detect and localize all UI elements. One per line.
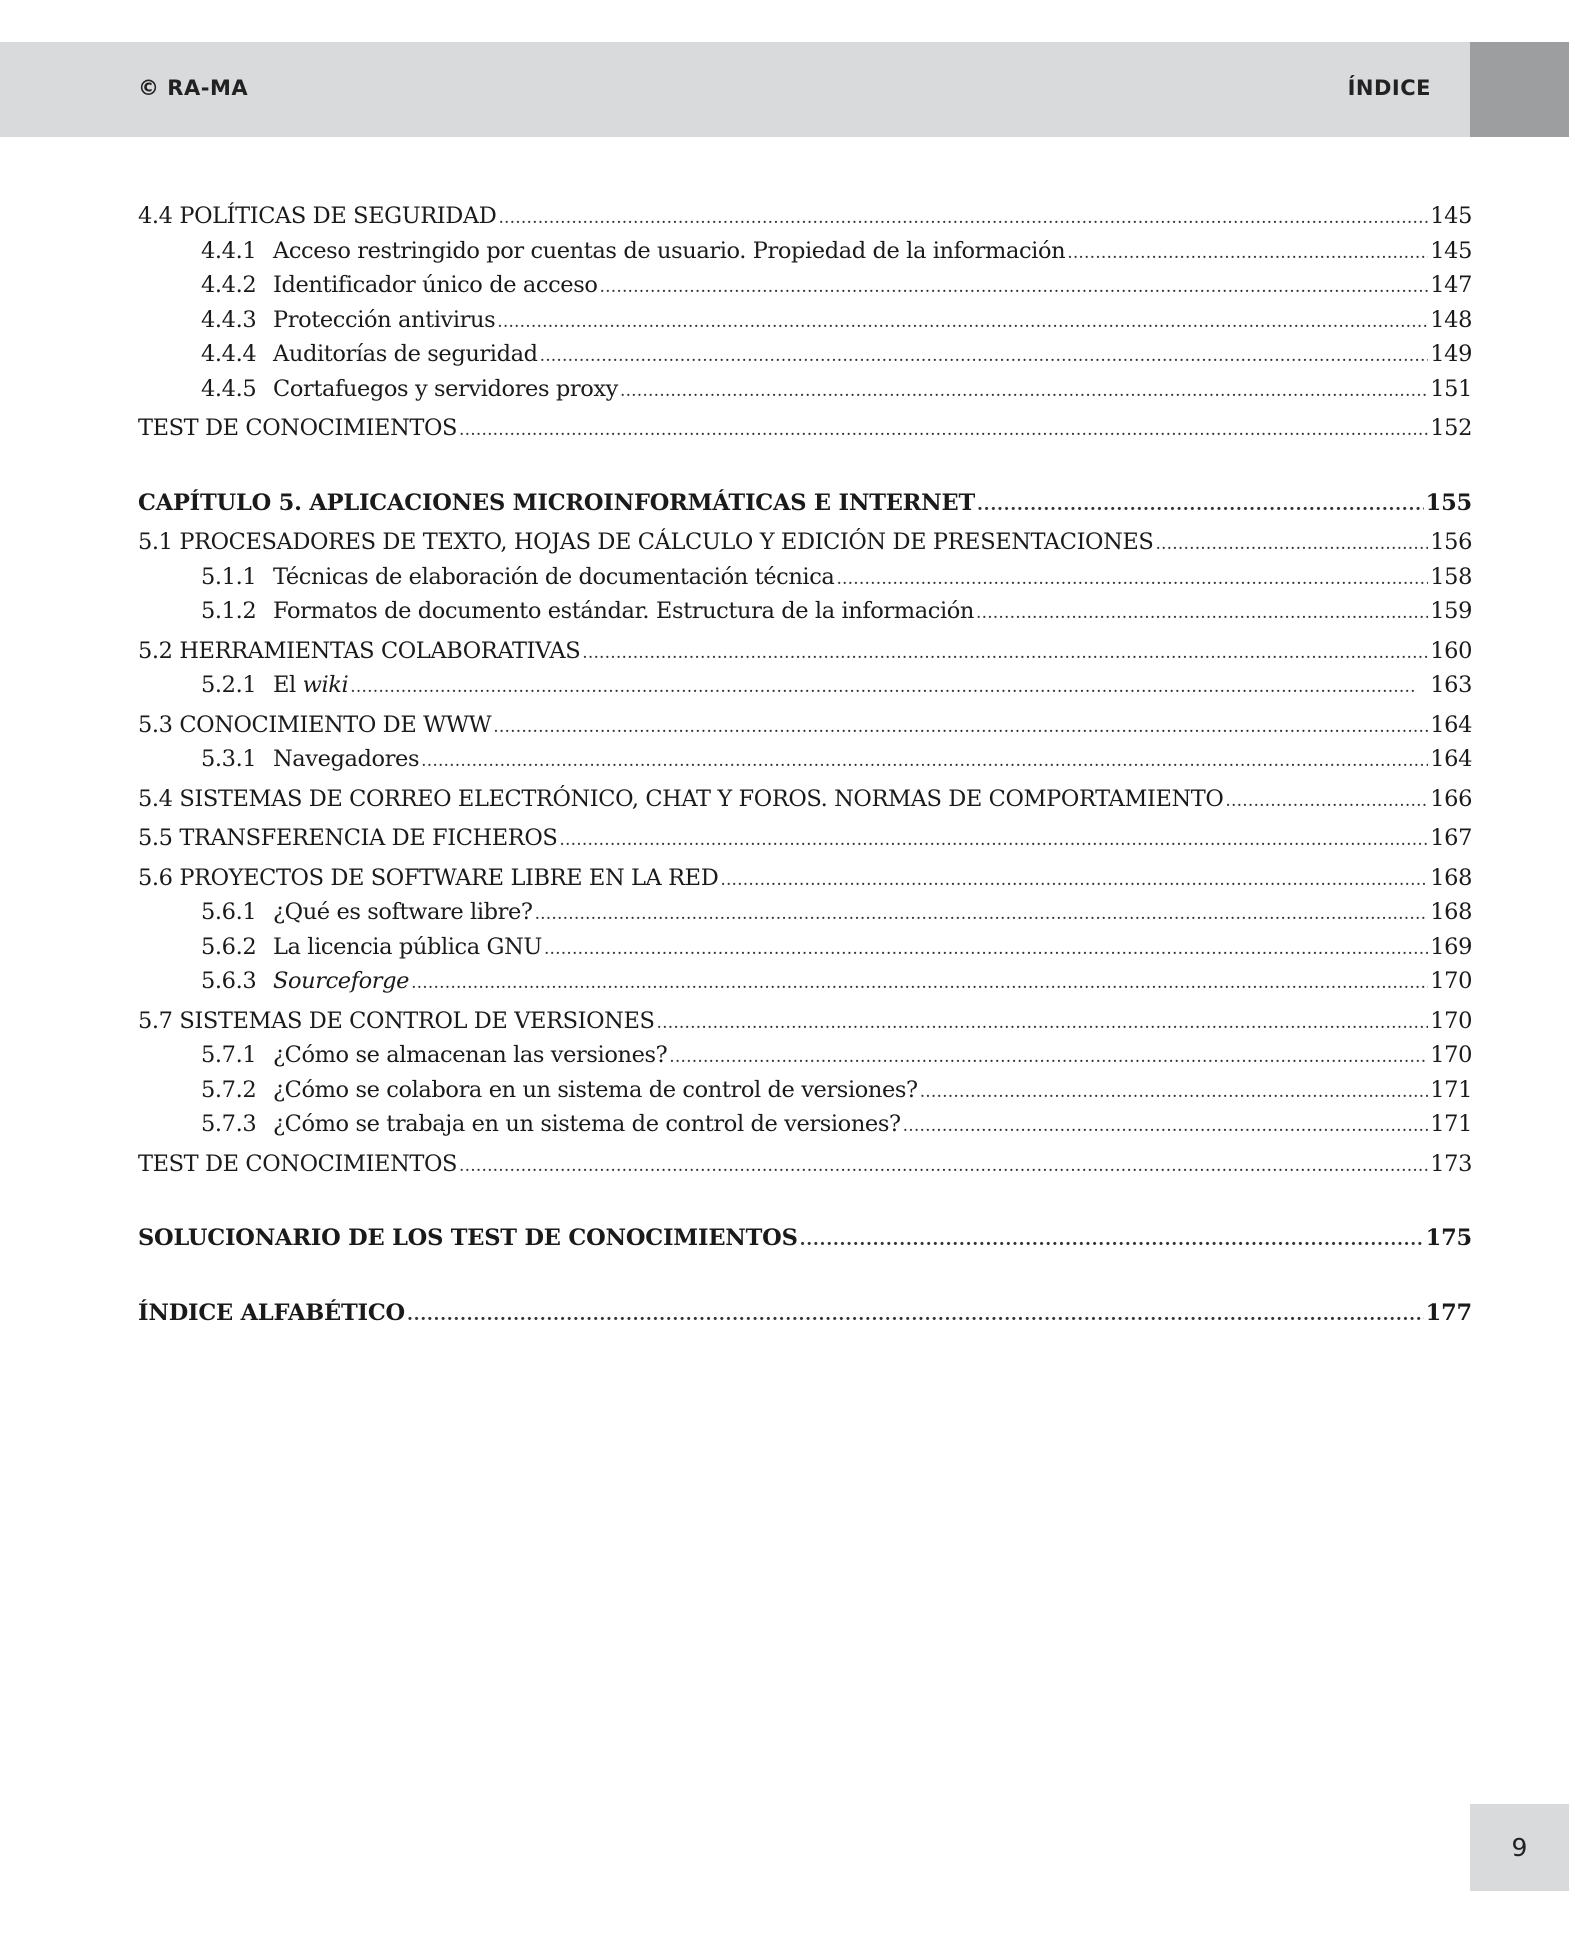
toc-entry-text: ÍNDICE ALFABÉTICO bbox=[138, 1299, 405, 1326]
dot-leader bbox=[620, 374, 1428, 409]
toc-entry-page: 148 bbox=[1430, 306, 1472, 333]
toc-entry-page: 151 bbox=[1430, 375, 1472, 402]
toc-entry-text: 5.6 PROYECTOS DE SOFTWARE LIBRE EN LA RED bbox=[138, 864, 719, 891]
toc-section-entry[interactable] bbox=[138, 782, 1472, 817]
toc-entry-page: 170 bbox=[1430, 1042, 1472, 1068]
dot-leader bbox=[582, 636, 1428, 671]
toc-entry-text: 5.1 PROCESADORES DE TEXTO, HOJAS DE CÁLCULO Y EDICIÓN DE PRESENTACIONES bbox=[138, 529, 1154, 555]
dot-leader bbox=[540, 339, 1429, 374]
toc-entry-page: 164 bbox=[1430, 711, 1472, 738]
toc-entry-title bbox=[201, 742, 419, 777]
header-section-title: ÍNDICE bbox=[1347, 76, 1431, 100]
toc-subsection-entry[interactable] bbox=[138, 1073, 1472, 1108]
dot-leader bbox=[669, 1040, 1428, 1075]
toc-entry-text: 5.2 HERRAMIENTAS COLABORATIVAS bbox=[138, 637, 581, 664]
dot-leader bbox=[350, 670, 1428, 705]
dot-leader bbox=[976, 596, 1428, 631]
toc-entry-page: 145 bbox=[1430, 203, 1472, 229]
toc-subsection-entry[interactable] bbox=[138, 668, 1472, 703]
toc-entry-text: 5.5 TRANSFERENCIA DE FICHEROS bbox=[138, 825, 558, 851]
toc-subsection-entry[interactable] bbox=[138, 895, 1472, 930]
toc-entry-text: Navegadores bbox=[273, 746, 420, 772]
toc-entry-title bbox=[201, 895, 533, 930]
toc-entry-title bbox=[138, 821, 557, 856]
toc-chapter-entry[interactable] bbox=[138, 486, 1472, 521]
toc-entry-page: 145 bbox=[1430, 237, 1472, 264]
toc-entry-title bbox=[201, 930, 542, 965]
toc-entry-number: 5.6.1 bbox=[201, 899, 257, 925]
toc-entry-italic-text: Sourceforge bbox=[273, 968, 410, 994]
dot-leader bbox=[544, 932, 1428, 967]
dot-leader bbox=[498, 201, 1428, 236]
dot-leader bbox=[600, 270, 1429, 305]
dot-leader bbox=[459, 1149, 1428, 1184]
toc-entry-title bbox=[201, 560, 834, 595]
toc-entry-title bbox=[138, 525, 1153, 560]
toc-entry-text: ¿Cómo se colabora en un sistema de control de versiones? bbox=[273, 1076, 918, 1103]
toc-entry-number: 5.3.1 bbox=[201, 746, 257, 772]
toc-entry-text: Protección antivirus bbox=[273, 306, 496, 333]
toc-entry-number: 4.4.3 bbox=[201, 306, 257, 333]
toc-entry-page: 164 bbox=[1430, 746, 1472, 772]
toc-entry-text: CAPÍTULO 5. APLICACIONES MICROINFORMÁTICAS E INTERNET bbox=[138, 489, 976, 516]
toc-entry-page: 152 bbox=[1430, 415, 1472, 441]
dot-leader bbox=[977, 488, 1424, 523]
toc-entry-title bbox=[138, 486, 975, 521]
toc-entry-title bbox=[138, 1004, 655, 1039]
toc-entry-page: 147 bbox=[1430, 272, 1472, 298]
toc-section-entry[interactable] bbox=[138, 708, 1472, 743]
toc-entry-page: 160 bbox=[1430, 637, 1472, 664]
toc-entry-text: SOLUCIONARIO DE LOS TEST DE CONOCIMIENTOS bbox=[138, 1225, 798, 1251]
toc-section-entry[interactable] bbox=[138, 199, 1472, 234]
dot-leader bbox=[657, 1006, 1429, 1041]
toc-entry-title bbox=[138, 634, 580, 669]
dot-leader bbox=[407, 1298, 1424, 1333]
dot-leader bbox=[497, 305, 1428, 340]
toc-entry-title bbox=[201, 668, 348, 703]
toc-entry-title bbox=[201, 234, 1065, 269]
toc-entry-number: 4.4.4 bbox=[201, 341, 257, 367]
toc-entry-text: 4.4 POLÍTICAS DE SEGURIDAD bbox=[138, 203, 497, 229]
toc-entry-page: 177 bbox=[1425, 1299, 1472, 1326]
toc-entry-title bbox=[201, 594, 974, 629]
toc-entry-title bbox=[138, 861, 718, 896]
toc-entry-title bbox=[138, 1296, 405, 1331]
toc-entry-title bbox=[201, 1107, 901, 1142]
toc-entry-number: 5.6.2 bbox=[201, 933, 257, 960]
toc-entry-italic-text: wiki bbox=[302, 672, 349, 698]
toc-entry-text: La licencia pública GNU bbox=[273, 933, 542, 960]
toc-entry-text: TEST DE CONOCIMIENTOS bbox=[138, 415, 458, 441]
dot-leader bbox=[903, 1109, 1429, 1144]
toc-entry-page: 156 bbox=[1430, 529, 1472, 555]
toc-entry-number: 4.4.1 bbox=[201, 237, 257, 264]
toc-section-entry[interactable] bbox=[138, 1004, 1472, 1039]
toc-entry-page: 163 bbox=[1430, 672, 1472, 698]
toc-entry-number: 5.7.1 bbox=[201, 1042, 257, 1068]
toc-entry-text: ¿Cómo se almacenan las versiones? bbox=[273, 1042, 668, 1068]
header-publisher: © RA-MA bbox=[138, 76, 249, 100]
toc-entry-page: 166 bbox=[1430, 785, 1472, 812]
toc-entry-number: 4.4.5 bbox=[201, 375, 257, 402]
toc-entry-text: TEST DE CONOCIMIENTOS bbox=[138, 1150, 458, 1177]
toc-entry-page: 168 bbox=[1430, 899, 1472, 925]
dot-leader bbox=[920, 1075, 1429, 1110]
toc-entry-title bbox=[138, 199, 496, 234]
toc-subsection-entry[interactable] bbox=[138, 337, 1472, 372]
toc-entry-page: 173 bbox=[1430, 1150, 1472, 1177]
dot-leader bbox=[720, 863, 1428, 898]
toc-entry-title bbox=[201, 303, 495, 338]
toc-entry-text: Formatos de documento estándar. Estructura de la información bbox=[273, 598, 974, 624]
dot-leader bbox=[1225, 784, 1428, 819]
dot-leader bbox=[459, 413, 1428, 448]
toc-section-entry[interactable] bbox=[138, 525, 1472, 560]
toc-entry-title bbox=[138, 1221, 798, 1256]
toc-section-entry[interactable] bbox=[138, 411, 1472, 446]
table-of-contents bbox=[138, 194, 1472, 1330]
toc-subsection-entry[interactable] bbox=[138, 930, 1472, 965]
header-tab bbox=[1470, 42, 1569, 137]
dot-leader bbox=[535, 897, 1429, 932]
toc-entry-page: 170 bbox=[1430, 1007, 1472, 1034]
toc-entry-text: Auditorías de seguridad bbox=[273, 341, 538, 367]
toc-entry-title bbox=[201, 1038, 667, 1073]
toc-entry-page: 168 bbox=[1430, 864, 1472, 891]
toc-entry-page: 155 bbox=[1425, 489, 1472, 516]
toc-entry-title bbox=[201, 268, 598, 303]
toc-entry-page: 149 bbox=[1430, 341, 1472, 367]
toc-entry-text: Técnicas de elaboración de documentación técnica bbox=[273, 563, 835, 590]
toc-entry-page: 175 bbox=[1425, 1225, 1472, 1251]
toc-subsection-entry[interactable] bbox=[138, 560, 1472, 595]
dot-leader bbox=[421, 744, 1428, 779]
toc-section-entry[interactable] bbox=[138, 634, 1472, 669]
toc-entry-title bbox=[201, 337, 538, 372]
toc-section-entry[interactable] bbox=[138, 821, 1472, 856]
toc-entry-text: Identificador único de acceso bbox=[273, 272, 598, 298]
toc-entry-text: Cortafuegos y servidores proxy bbox=[273, 375, 618, 402]
toc-entry-title bbox=[201, 964, 409, 999]
toc-subsection-entry[interactable] bbox=[138, 234, 1472, 269]
toc-section-entry[interactable] bbox=[138, 1147, 1472, 1182]
toc-entry-text: ¿Cómo se trabaja en un sistema de control de versiones? bbox=[273, 1111, 901, 1137]
toc-chapter-entry[interactable] bbox=[138, 1221, 1472, 1256]
toc-subsection-entry[interactable] bbox=[138, 1038, 1472, 1073]
toc-entry-text: Acceso restringido por cuentas de usuario. Propiedad de la información bbox=[273, 237, 1066, 264]
dot-leader bbox=[1155, 527, 1428, 562]
toc-entry-number: 5.1.2 bbox=[201, 598, 257, 624]
toc-entry-title bbox=[138, 782, 1223, 817]
toc-subsection-entry[interactable] bbox=[138, 303, 1472, 338]
toc-entry-title bbox=[138, 1147, 457, 1182]
toc-subsection-entry[interactable] bbox=[138, 594, 1472, 629]
toc-entry-text: 5.3 CONOCIMIENTO DE WWW bbox=[138, 711, 492, 738]
toc-entry-number: 5.7.2 bbox=[201, 1076, 257, 1103]
toc-subsection-entry[interactable] bbox=[138, 742, 1472, 777]
dot-leader bbox=[411, 966, 1428, 1001]
toc-entry-title bbox=[138, 411, 457, 446]
toc-section-entry[interactable] bbox=[138, 861, 1472, 896]
toc-entry-text: 5.7 SISTEMAS DE CONTROL DE VERSIONES bbox=[138, 1007, 655, 1034]
dot-leader bbox=[1067, 236, 1428, 271]
toc-subsection-entry[interactable] bbox=[138, 372, 1472, 407]
toc-entry-title bbox=[201, 372, 618, 407]
dot-leader bbox=[493, 710, 1428, 745]
toc-entry-page: 171 bbox=[1430, 1111, 1472, 1137]
toc-subsection-entry[interactable] bbox=[138, 964, 1472, 999]
dot-leader bbox=[559, 823, 1428, 858]
dot-leader bbox=[836, 562, 1428, 597]
toc-entry-number: 5.2.1 bbox=[201, 672, 257, 698]
toc-subsection-entry[interactable] bbox=[138, 1107, 1472, 1142]
toc-entry-page: 167 bbox=[1430, 825, 1472, 851]
toc-entry-number: 4.4.2 bbox=[201, 272, 257, 298]
dot-leader bbox=[800, 1223, 1424, 1258]
toc-entry-page: 159 bbox=[1430, 598, 1472, 624]
toc-entry-page: 158 bbox=[1430, 563, 1472, 590]
toc-entry-page: 170 bbox=[1430, 968, 1472, 994]
toc-chapter-entry[interactable] bbox=[138, 1296, 1472, 1331]
toc-entry-page: 171 bbox=[1430, 1076, 1472, 1103]
toc-entry-page: 169 bbox=[1430, 933, 1472, 960]
toc-entry-number: 5.7.3 bbox=[201, 1111, 257, 1137]
toc-entry-title bbox=[138, 708, 491, 743]
toc-entry-number: 5.1.1 bbox=[201, 563, 257, 590]
toc-entry-text: ¿Qué es software libre? bbox=[273, 899, 533, 925]
toc-entry-text: El bbox=[273, 672, 296, 698]
page-number: 9 bbox=[1511, 1833, 1528, 1862]
toc-subsection-entry[interactable] bbox=[138, 268, 1472, 303]
toc-entry-title bbox=[201, 1073, 918, 1108]
toc-entry-text: 5.4 SISTEMAS DE CORREO ELECTRÓNICO, CHAT Y FOROS. NORMAS DE COMPORTAMIENTO bbox=[138, 785, 1224, 812]
toc-entry-number: 5.6.3 bbox=[201, 968, 257, 994]
